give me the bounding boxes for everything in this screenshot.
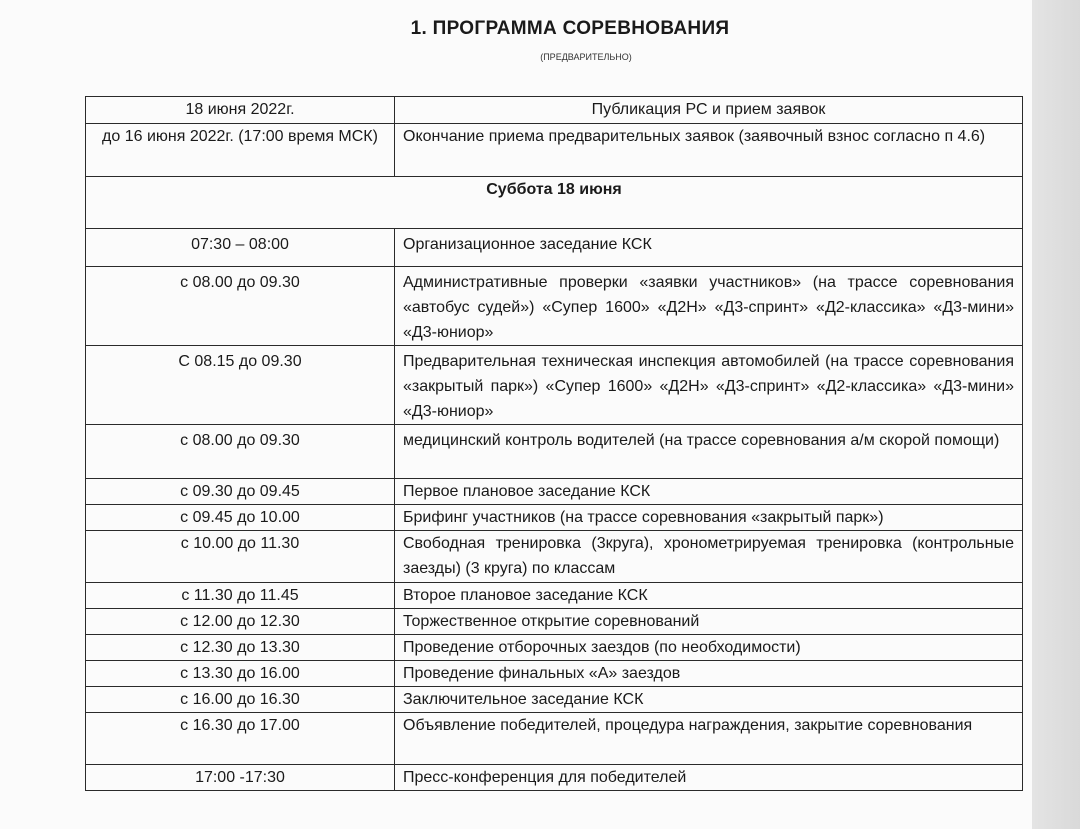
table-row bbox=[86, 425, 1023, 479]
day-heading: Суббота 18 июня bbox=[86, 177, 1023, 229]
row-time: с 13.30 до 16.00 bbox=[86, 661, 395, 687]
table-row bbox=[86, 229, 1023, 267]
row-time: 18 июня 2022г. bbox=[86, 97, 395, 124]
table-row bbox=[86, 479, 1023, 505]
row-event: Проведение отборочных заездов (по необходимости) bbox=[395, 635, 1023, 661]
row-time: до 16 июня 2022г. (17:00 время МСК) bbox=[86, 124, 395, 177]
row-event: Пресс-конференция для победителей bbox=[395, 765, 1023, 791]
row-time: с 10.00 до 11.30 bbox=[86, 531, 395, 583]
page-edge-shadow bbox=[1032, 0, 1080, 829]
row-time: с 08.00 до 09.30 bbox=[86, 267, 395, 346]
row-event: Проведение финальных «А» заездов bbox=[395, 661, 1023, 687]
table-row bbox=[86, 609, 1023, 635]
schedule-table bbox=[85, 96, 1023, 791]
table-row bbox=[86, 531, 1023, 583]
table-row bbox=[86, 687, 1023, 713]
row-event: Публикация РС и прием заявок bbox=[395, 97, 1023, 124]
row-event: Организационное заседание КСК bbox=[395, 229, 1023, 267]
row-time: 17:00 -17:30 bbox=[86, 765, 395, 791]
row-event: Административные проверки «заявки участников» (на трассе соревнования «автобус судей») «Супер 1600» «Д2Н» «Д3-спринт» «Д2-классика» «Д3-мини» «Д3-юниор» bbox=[395, 267, 1023, 346]
row-time: 07:30 – 08:00 bbox=[86, 229, 395, 267]
row-time: с 08.00 до 09.30 bbox=[86, 425, 395, 479]
day-heading-row bbox=[86, 177, 1023, 229]
table-row bbox=[86, 97, 1023, 124]
row-event: медицинский контроль водителей (на трассе соревнования а/м скорой помощи) bbox=[395, 425, 1023, 479]
row-time: с 09.45 до 10.00 bbox=[86, 505, 395, 531]
table-row bbox=[86, 765, 1023, 791]
row-time: С 08.15 до 09.30 bbox=[86, 346, 395, 425]
table-row bbox=[86, 267, 1023, 346]
row-time: с 11.30 до 11.45 bbox=[86, 583, 395, 609]
table-row bbox=[86, 713, 1023, 765]
table-row bbox=[86, 505, 1023, 531]
table-row bbox=[86, 635, 1023, 661]
row-time: с 16.30 до 17.00 bbox=[86, 713, 395, 765]
table-row bbox=[86, 661, 1023, 687]
row-time: с 12.00 до 12.30 bbox=[86, 609, 395, 635]
row-event: Первое плановое заседание КСК bbox=[395, 479, 1023, 505]
table-row bbox=[86, 583, 1023, 609]
table-row bbox=[86, 124, 1023, 177]
row-event: Объявление победителей, процедура награждения, закрытие соревнования bbox=[395, 713, 1023, 765]
table-row bbox=[86, 346, 1023, 425]
row-event: Заключительное заседание КСК bbox=[395, 687, 1023, 713]
row-time: с 12.30 до 13.30 bbox=[86, 635, 395, 661]
row-event: Брифинг участников (на трассе соревнования «закрытый парк») bbox=[395, 505, 1023, 531]
row-event: Предварительная техническая инспекция автомобилей (на трассе соревнования «закрытый парк») «Супер 1600» «Д2Н» «Д3-спринт» «Д2-классика» «Д3-мини» «Д3-юниор» bbox=[395, 346, 1023, 425]
row-event: Свободная тренировка (3круга), хронометрируемая тренировка (контрольные заезды) (3 круга) по классам bbox=[395, 531, 1023, 583]
row-event: Второе плановое заседание КСК bbox=[395, 583, 1023, 609]
row-time: с 16.00 до 16.30 bbox=[86, 687, 395, 713]
document-title: 1. ПРОГРАММА СОРЕВНОВАНИЯ bbox=[410, 18, 730, 39]
row-time: с 09.30 до 09.45 bbox=[86, 479, 395, 505]
document-subtitle: (ПРЕДВАРИТЕЛЬНО) bbox=[540, 52, 632, 62]
row-event: Окончание приема предварительных заявок (заявочный взнос согласно п 4.6) bbox=[395, 124, 1023, 177]
row-event: Торжественное открытие соревнований bbox=[395, 609, 1023, 635]
